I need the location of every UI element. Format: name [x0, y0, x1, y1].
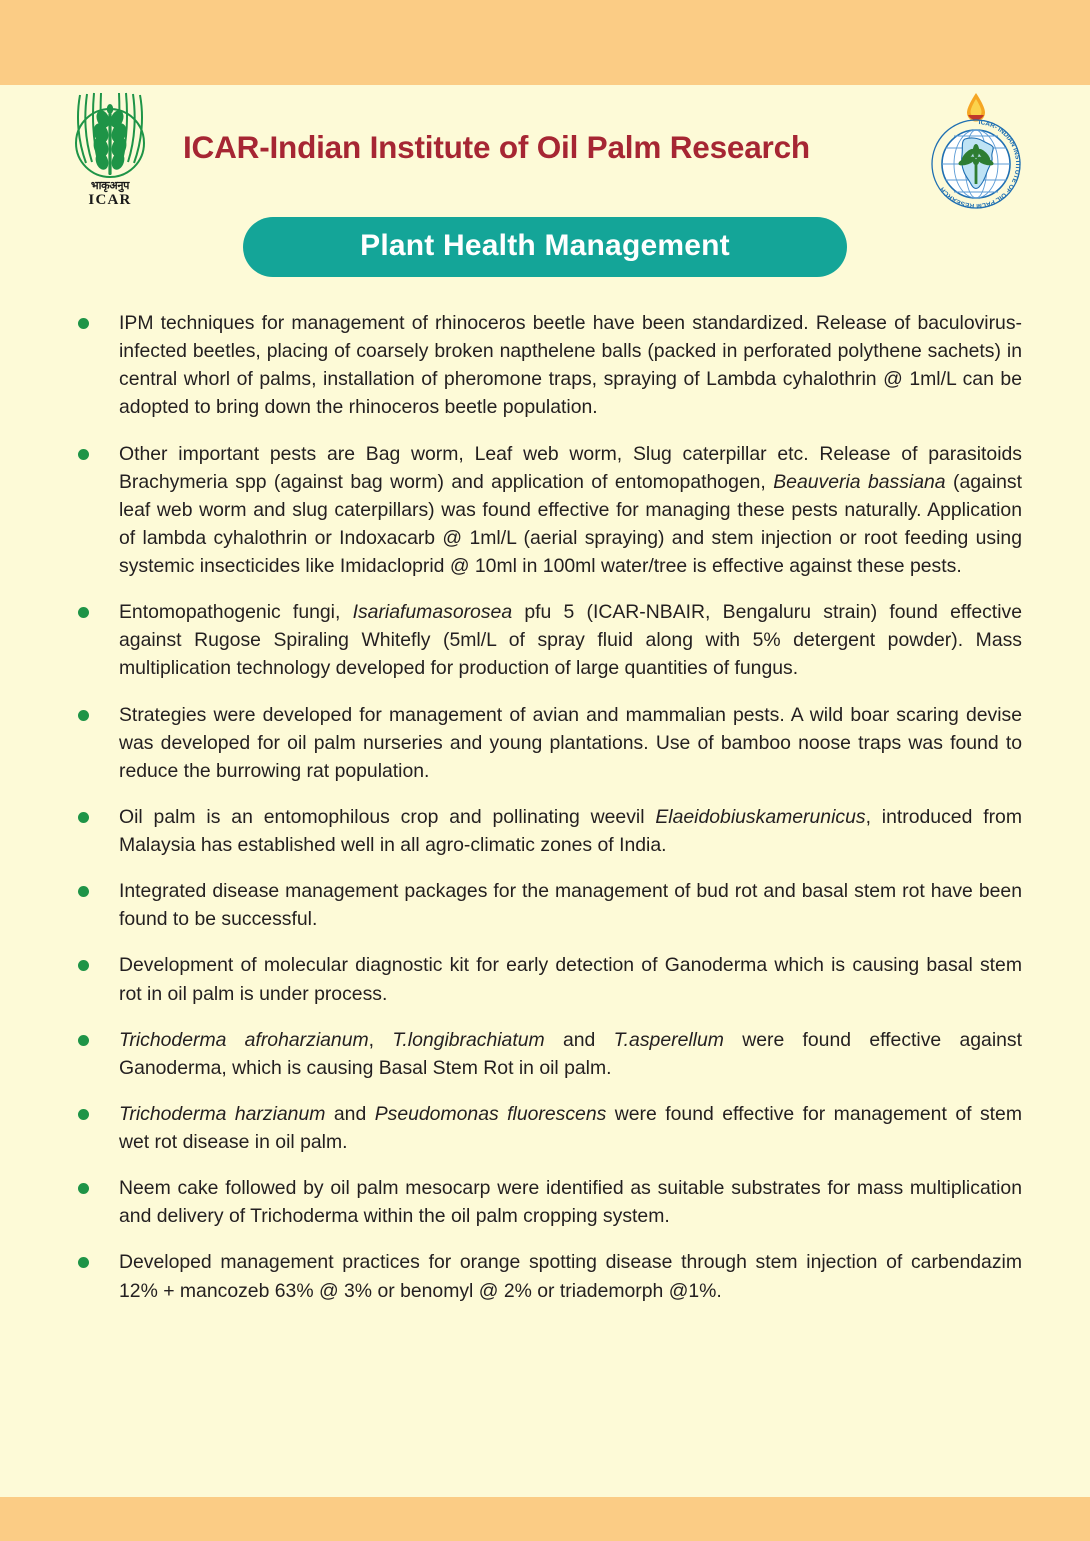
document-header	[0, 85, 1090, 215]
section-banner-row	[0, 217, 1090, 277]
bullet-point-icon	[78, 710, 89, 721]
list-item-text-molecular-diagnostic-kit: Development of molecular diagnostic kit for early detection of Ganoderma which is causing basal stem rot in oil palm is under process.	[119, 954, 1022, 1005]
list-item	[78, 877, 1022, 933]
bullet-point-icon	[78, 960, 89, 971]
list-item	[78, 951, 1022, 1007]
bullet-point-icon	[78, 1109, 89, 1120]
list-item-text-avian-mammalian-pests: Strategies were developed for management of avian and mammalian pests. A wild boar scaring devise was developed for oil palm nurseries and young plantations. Use of bamboo noose traps was found to reduce the burrowing rat population.	[119, 703, 1022, 782]
icar-logo	[58, 89, 162, 211]
bullet-point-icon	[78, 1035, 89, 1046]
list-item	[78, 1100, 1022, 1156]
bullet-point-icon	[78, 886, 89, 897]
list-item-text-other-important-pests: Other important pests are Bag worm, Leaf web worm, Slug caterpillar etc. Release of parasitoids Brachymeria spp (against bag worm) and application of entomopathogen, Beauveria bassiana (against leaf web worm and slug caterpillars) was found effective for managing these pests naturally. Application of lambda cyhalothrin or Indoxacarb @ 1ml/L (aerial spraying) and stem injection or root feeding using systemic insecticides like Imidacloprid @ 10ml in 100ml water/tree is effective against these pests.	[119, 442, 1022, 577]
achievements-bullet-list	[0, 309, 1090, 1305]
section-banner	[243, 217, 847, 277]
list-item	[78, 440, 1022, 581]
section-banner-title: Plant Health Management	[360, 229, 730, 262]
bullet-point-icon	[78, 449, 89, 460]
bullet-point-icon	[78, 1183, 89, 1194]
icar-hindi-label: भाकृअनुप	[90, 180, 130, 192]
bullet-point-icon	[78, 607, 89, 618]
iiopr-logo	[921, 87, 1031, 212]
icar-wheat-emblem-icon	[60, 89, 160, 181]
list-item	[78, 701, 1022, 785]
organization-title: ICAR-Indian Institute of Oil Palm Research	[183, 129, 810, 165]
bullet-point-icon	[78, 1257, 89, 1268]
list-item	[78, 803, 1022, 859]
top-decorative-band	[0, 0, 1090, 85]
bullet-point-icon	[78, 318, 89, 329]
icar-english-label: ICAR	[88, 192, 132, 208]
list-item-text-trichoderma-against-ganoderma: Trichoderma afroharzianum, T.longibrachiatum and T.asperellum were found effective against Ganoderma, which is causing Basal Stem Rot in oil palm.	[119, 1028, 1022, 1079]
page-content	[0, 85, 1090, 1497]
oil-drop-icon	[967, 93, 985, 122]
list-item-text-neem-cake-substrate: Neem cake followed by oil palm mesocarp were identified as suitable substrates for mass multiplication and delivery of Trichoderma within the oil palm cropping system.	[119, 1177, 1022, 1228]
svg-text:ICAR- INDIAN INSTITUTE OF OIL: ICAR- INDIAN INSTITUTE OF OIL PALM RESEARCH	[939, 119, 1022, 210]
iiopr-globe-emblem-icon	[921, 87, 1031, 212]
list-item	[78, 1174, 1022, 1230]
list-item	[78, 1248, 1022, 1304]
list-item	[78, 598, 1022, 682]
bottom-decorative-band	[0, 1497, 1090, 1541]
list-item	[78, 309, 1022, 422]
list-item-text-integrated-disease-management: Integrated disease management packages for the management of bud rot and basal stem rot have been found to be successful.	[119, 880, 1022, 931]
list-item-text-trichoderma-pseudomonas-stem-wet-rot: Trichoderma harzianum and Pseudomonas fluorescens were found effective for management of stem wet rot disease in oil palm.	[119, 1102, 1022, 1153]
list-item-text-entomopathogenic-fungi: Entomopathogenic fungi, Isariafumasorosea pfu 5 (ICAR-NBAIR, Bengaluru strain) found effective against Rugose Spiraling Whitefly (5ml/L of spray fluid along with 5% detergent powder). Mass multiplication technology developed for production of large quantities of fungus.	[119, 601, 1022, 680]
list-item-text-orange-spotting-disease: Developed management practices for orange spotting disease through stem injection of carbendazim 12% + mancozeb 63% @ 3% or benomyl @ 2% or triademorph @1%.	[119, 1251, 1022, 1302]
bullet-point-icon	[78, 812, 89, 823]
list-item	[78, 1026, 1022, 1082]
list-item-text-pollinating-weevil: Oil palm is an entomophilous crop and pollinating weevil Elaeidobiuskamerunicus, introduced from Malaysia has established well in all agro-climatic zones of India.	[119, 805, 1022, 856]
list-item-text-rhinoceros-beetle-ipm: IPM techniques for management of rhinoceros beetle have been standardized. Release of baculovirus-infected beetles, placing of coarsely broken napthelene balls (packed in perforated polythene sachets) in central whorl of palms, installation of pheromone traps, spraying of Lambda cyhalothrin @ 1ml/L can be adopted to bring down the rhinoceros beetle population.	[119, 312, 1022, 419]
